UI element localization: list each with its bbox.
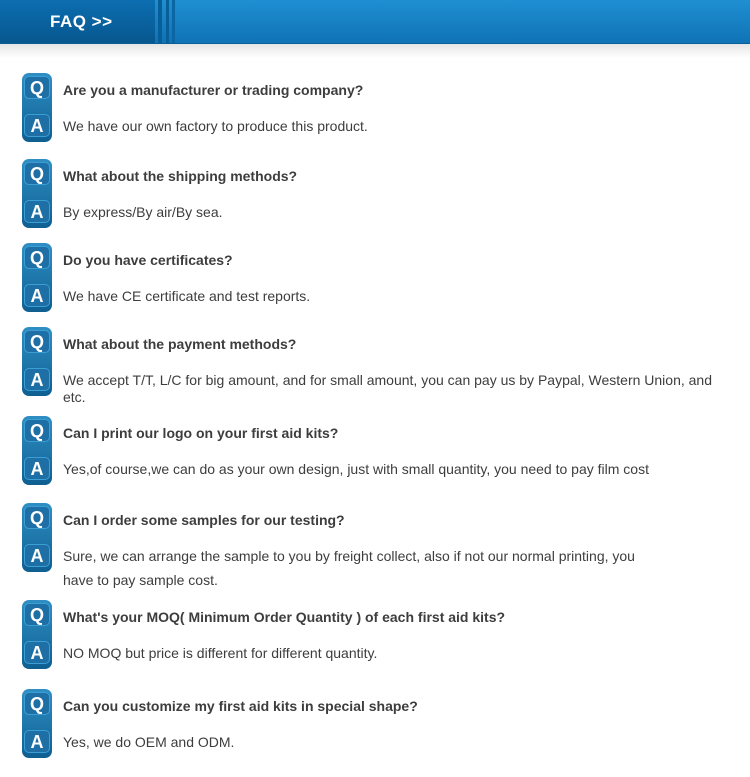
faq-question: Do you have certificates? (63, 252, 233, 268)
faq-answer: Yes,of course,we can do as your own design, just with small quantity, you need to pay film cost (63, 461, 649, 477)
answer-icon: A (24, 544, 50, 567)
faq-answer: Yes, we do OEM and ODM. (63, 734, 235, 750)
faq-answer: We have CE certificate and test reports. (63, 288, 311, 304)
faq-answer: We have our own factory to produce this product. (63, 118, 368, 134)
faq-question: What's your MOQ( Minimum Order Quantity ) of each first aid kits? (63, 609, 506, 625)
answer-icon: A (24, 641, 50, 664)
faq-question: Can I print our logo on your first aid kits? (63, 425, 339, 441)
header-shadow (0, 44, 750, 58)
question-icon: Q (24, 76, 50, 99)
faq-title: FAQ >> (50, 12, 113, 31)
header-stripe (158, 0, 162, 43)
faq-question: What about the payment methods? (63, 336, 297, 352)
faq-item (0, 689, 750, 761)
question-icon: Q (24, 603, 50, 626)
answer-icon: A (24, 200, 50, 223)
answer-icon: A (24, 114, 50, 137)
question-icon: Q (24, 506, 50, 529)
answer-icon: A (24, 457, 50, 480)
faq-header-bar (0, 0, 750, 44)
faq-answer: NO MOQ but price is different for different quantity. (63, 645, 378, 661)
question-icon: Q (24, 246, 50, 269)
question-icon: Q (24, 692, 50, 715)
faq-answer: By express/By air/By sea. (63, 204, 223, 220)
faq-question: Can you customize my first aid kits in special shape? (63, 698, 418, 714)
faq-answer: Sure, we can arrange the sample to you by freight collect, also if not our normal printing, you (63, 548, 635, 564)
faq-answer-line-2: have to pay sample cost. (63, 572, 218, 588)
faq-question: Can I order some samples for our testing? (63, 512, 345, 528)
answer-icon: A (24, 368, 50, 391)
header-stripe (166, 0, 169, 43)
faq-item (0, 73, 750, 145)
faq-item (0, 503, 750, 593)
faq-item (0, 600, 750, 672)
faq-question: Are you a manufacturer or trading company? (63, 82, 364, 98)
faq-item (0, 243, 750, 315)
faq-item (0, 327, 750, 407)
answer-icon: A (24, 730, 50, 753)
header-stripe (172, 0, 175, 43)
question-icon: Q (24, 419, 50, 442)
question-icon: Q (24, 330, 50, 353)
faq-question: What about the shipping methods? (63, 168, 298, 184)
faq-item (0, 159, 750, 231)
faq-item (0, 416, 750, 488)
faq-answer: We accept T/T, L/C for big amount, and for small amount, you can pay us by Paypal, Western Union, and etc. (63, 372, 713, 405)
question-icon: Q (24, 162, 50, 185)
answer-icon: A (24, 284, 50, 307)
